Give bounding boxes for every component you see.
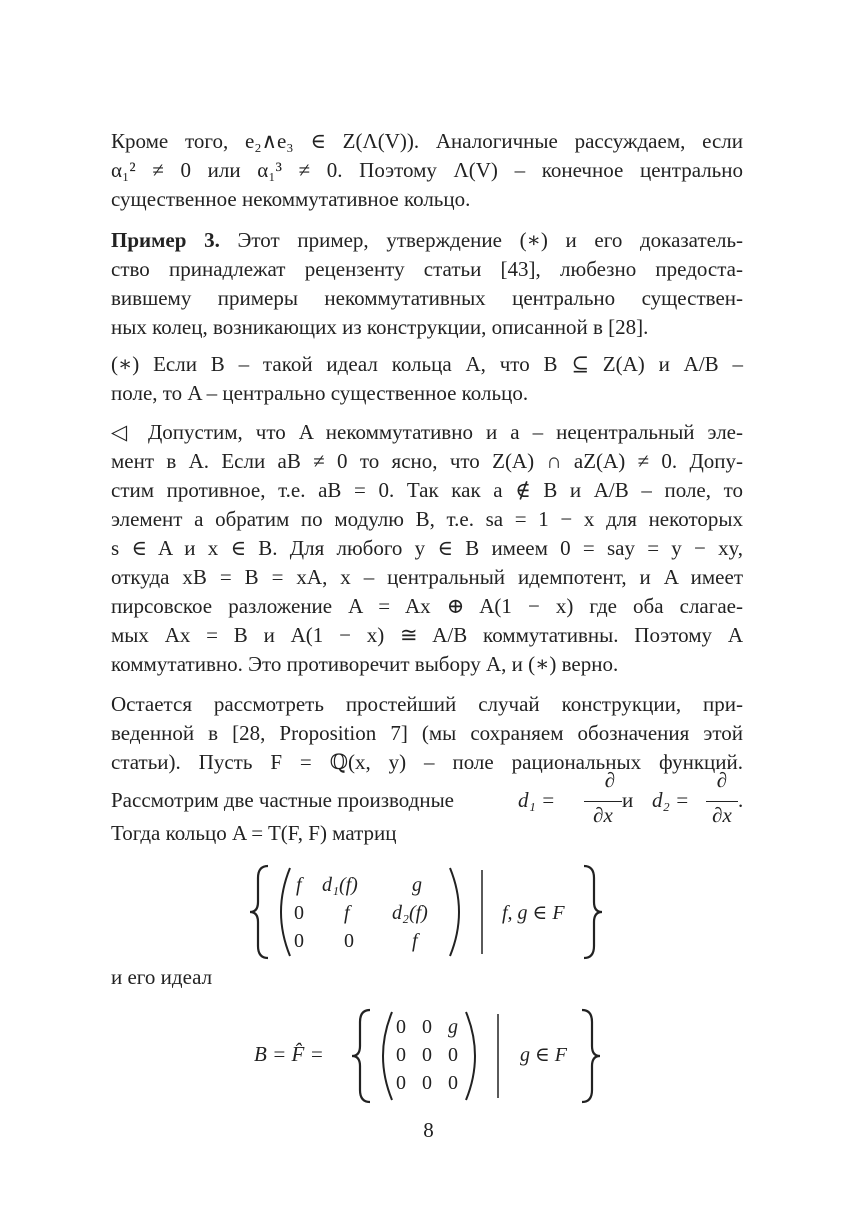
left-brace [352, 1010, 370, 1102]
d2-denominator: ∂x [712, 803, 732, 827]
text-line: Остается рассмотреть простейший случай конструкции, при- [111, 692, 743, 716]
text-line: пирсовское разложение A = Ax ⊕ A(1 − x) где оба слагае- [111, 594, 743, 618]
right-brace [582, 1010, 600, 1102]
set-condition: f, g ∈ F [502, 902, 565, 924]
set-condition: g ∈ F [520, 1044, 568, 1066]
matrix-cell: 0 [448, 1044, 458, 1066]
text-line: s ∈ A и x ∈ B. Для любого y ∈ B имеем 0 = say = y − xy, [111, 536, 743, 560]
text-line: веденной в [28, Proposition 7] (мы сохраняем обозначения этой [111, 721, 743, 745]
matrix-cell: g [412, 874, 422, 896]
example-text: Этот пример, утверждение (∗) и его доказатель- [237, 228, 744, 252]
text-line: ◁ Допустим, что A некоммутативно и a – нецентральный эле- [111, 420, 743, 444]
right-paren [466, 1012, 475, 1100]
text-line: α₁² ≠ 0 или α₁³ ≠ 0. Поэтому Λ(V) – конечное центрально [111, 158, 743, 182]
d2-label: d₂ = [652, 788, 690, 812]
text-line: вившему примеры некоммутативных центрально существен- [111, 286, 743, 310]
matrix-cell: 0 [422, 1072, 432, 1094]
d1-numerator: ∂ [604, 768, 616, 792]
matrix-cell: f [412, 930, 418, 952]
fraction-bar [706, 801, 738, 802]
text-line: коммутативно. Это противоречит выбору A, и (∗) верно. [111, 652, 619, 676]
matrix-cell: 0 [294, 930, 304, 952]
paragraph-example-3 [111, 226, 743, 342]
matrix-cell: 0 [396, 1072, 406, 1094]
fraction-bar [584, 801, 622, 802]
matrix-cell: f [344, 902, 350, 924]
text-line: существенное некоммутативное кольцо. [111, 187, 471, 211]
paragraph-statement [111, 350, 743, 408]
paragraph-proof [111, 418, 743, 679]
text-line: ных колец, возникающих из конструкции, описанной в [28]. [111, 315, 649, 339]
left-paren [383, 1012, 392, 1100]
d1-label: d₁ = [518, 788, 556, 812]
text-line: поле, то A – центрально существенное кольцо. [111, 381, 529, 405]
matrix-cell: 0 [396, 1044, 406, 1066]
example-label: Пример 3. [111, 228, 220, 252]
text-line: откуда xB = B = xA, x – центральный идемпотент, и A имеет [111, 565, 743, 589]
d1-denominator: ∂x [593, 803, 613, 827]
matrix-cell: f [296, 874, 302, 896]
matrix-cell: 0 [294, 902, 304, 924]
matrix-cell: g [448, 1016, 458, 1038]
text-line: элемент a обратим по модулю B, т.е. sa = 1 − x для некоторых [111, 507, 743, 531]
right-paren [450, 868, 459, 956]
matrix-cell: 0 [422, 1044, 432, 1066]
text-line: (∗) Если B – такой идеал кольца A, что B ⊆ Z(A) и A/B – [111, 352, 743, 376]
text-line: ство принадлежат рецензенту статьи [43], любезно предоста- [111, 257, 743, 281]
ring-definition: Тогда кольцо A = T(F, F) матриц [111, 821, 397, 845]
left-paren [281, 868, 290, 956]
d2-numerator: ∂ [716, 768, 728, 792]
matrix-set-1 [250, 862, 610, 962]
matrix-cell: 0 [422, 1016, 432, 1038]
text-line: Кроме того, e₂∧e₃ ∈ Z(Λ(V)). Аналогичные рассуждаем, если [111, 129, 743, 153]
text-line: мых Ax = B и A(1 − x) ≅ A/B коммутативны. Поэтому A [111, 623, 743, 647]
text-line: стим противное, т.е. aB = 0. Так как a ∉ B и A/B – поле, то [111, 478, 743, 502]
matrix-cell: 0 [448, 1072, 458, 1094]
matrix-cell: 0 [396, 1016, 406, 1038]
text-line [111, 226, 743, 255]
derivatives-text: Рассмотрим две частные производные [111, 788, 455, 812]
page-number: 8 [423, 1118, 434, 1142]
and-word: и [622, 788, 634, 812]
matrix-cell: d₁(f) [322, 874, 358, 896]
text-line: мент в A. Если aB ≠ 0 то ясно, что Z(A) ∩ aZ(A) ≠ 0. Допу- [111, 449, 743, 473]
right-brace [584, 866, 602, 958]
ideal-text: и его идеал [111, 965, 213, 989]
paragraph-construction [111, 690, 743, 777]
matrix-cell: 0 [344, 930, 354, 952]
paragraph-intro [111, 127, 743, 214]
text-line: статьи). Пусть F = ℚ(x, y) – поле рациональных функций. [111, 750, 743, 774]
ideal-definition: B = F̂ = [254, 1042, 324, 1066]
matrix-set-2 [252, 1006, 612, 1106]
period: . [738, 788, 744, 812]
matrix-cell: d₂(f) [392, 902, 428, 924]
left-brace [250, 866, 268, 958]
